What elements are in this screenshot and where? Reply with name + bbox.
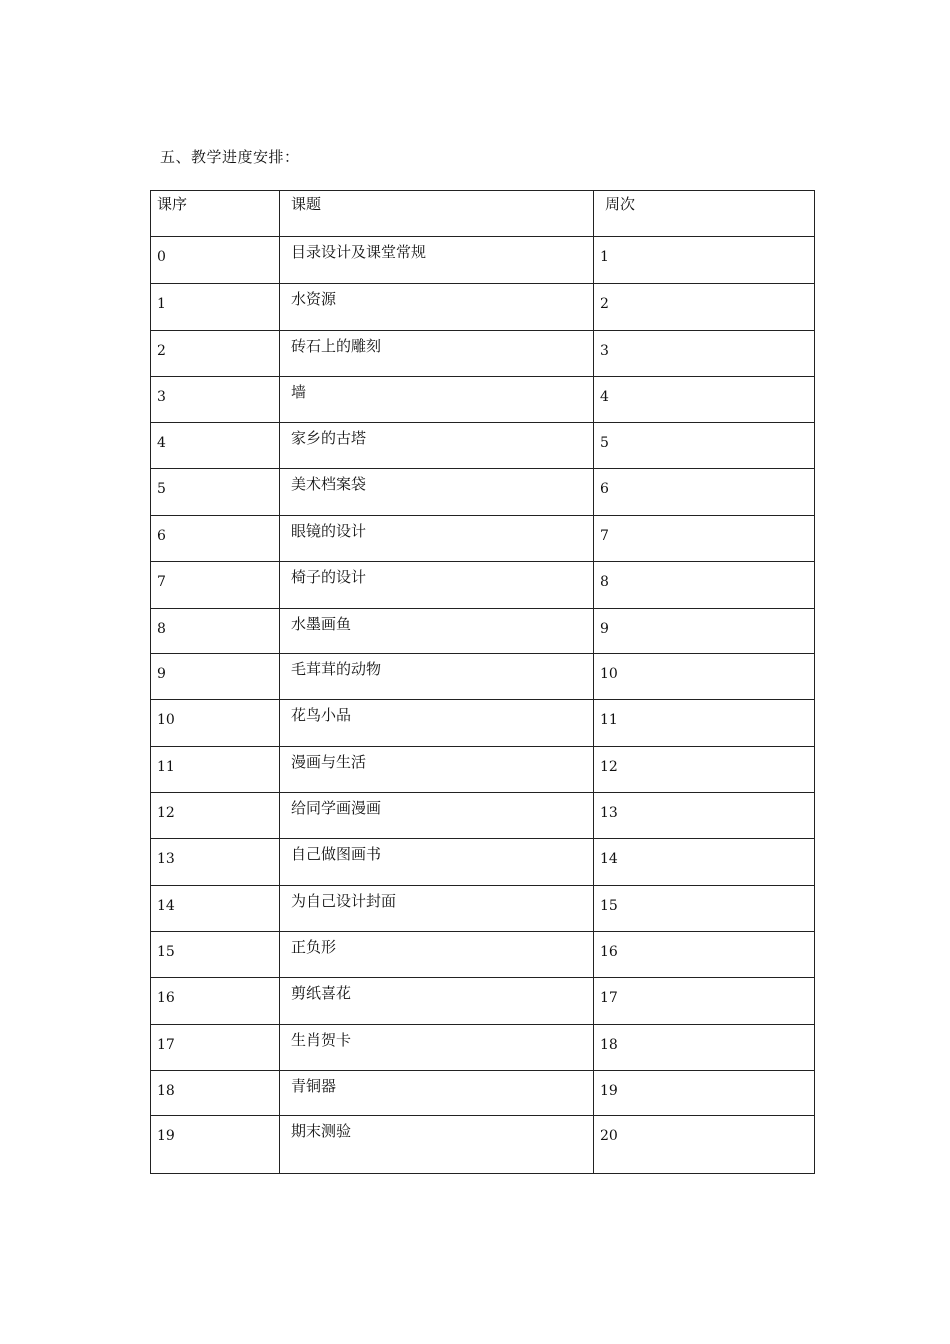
header-topic-label: 课题 bbox=[291, 195, 322, 213]
week-value: 2 bbox=[600, 296, 609, 312]
cell-week bbox=[594, 516, 815, 562]
week-value: 12 bbox=[600, 759, 618, 775]
cell-week bbox=[594, 886, 815, 932]
order-value: 12 bbox=[157, 805, 175, 821]
cell-week bbox=[594, 1071, 815, 1116]
week-value: 4 bbox=[600, 389, 609, 405]
topic-value: 水墨画鱼 bbox=[291, 615, 352, 633]
cell-topic bbox=[280, 609, 594, 654]
week-value: 16 bbox=[600, 944, 618, 960]
cell-order bbox=[151, 700, 280, 747]
order-value: 5 bbox=[157, 481, 166, 497]
table-row bbox=[151, 839, 815, 886]
topic-value: 正负形 bbox=[291, 938, 337, 956]
cell-order bbox=[151, 793, 280, 839]
table-row bbox=[151, 562, 815, 609]
order-value: 18 bbox=[157, 1083, 175, 1099]
cell-topic bbox=[280, 562, 594, 609]
table-row bbox=[151, 747, 815, 793]
topic-value: 毛茸茸的动物 bbox=[291, 660, 382, 678]
week-value: 10 bbox=[600, 666, 618, 682]
topic-value: 椅子的设计 bbox=[291, 568, 367, 586]
week-value: 11 bbox=[600, 712, 618, 728]
order-value: 4 bbox=[157, 435, 166, 451]
schedule-table-body bbox=[151, 191, 815, 1174]
topic-value: 家乡的古塔 bbox=[291, 429, 367, 447]
cell-week bbox=[594, 978, 815, 1025]
week-value: 13 bbox=[600, 805, 618, 821]
cell-week bbox=[594, 700, 815, 747]
cell-order bbox=[151, 237, 280, 284]
table-row bbox=[151, 1116, 815, 1174]
order-value: 1 bbox=[157, 296, 166, 312]
cell-week bbox=[594, 747, 815, 793]
week-value: 20 bbox=[600, 1128, 618, 1144]
topic-value: 水资源 bbox=[291, 290, 337, 308]
cell-topic bbox=[280, 793, 594, 839]
cell-week bbox=[594, 237, 815, 284]
cell-topic bbox=[280, 886, 594, 932]
cell-week bbox=[594, 654, 815, 700]
table-header-row bbox=[151, 191, 815, 237]
table-row bbox=[151, 284, 815, 331]
table-row bbox=[151, 609, 815, 654]
week-value: 18 bbox=[600, 1037, 618, 1053]
section-heading: 五、教学进度安排： bbox=[160, 148, 300, 166]
order-value: 17 bbox=[157, 1037, 175, 1053]
table-row bbox=[151, 237, 815, 284]
cell-order bbox=[151, 932, 280, 978]
topic-value: 眼镜的设计 bbox=[291, 522, 367, 540]
topic-value: 砖石上的雕刻 bbox=[291, 337, 382, 355]
cell-order bbox=[151, 516, 280, 562]
cell-week bbox=[594, 377, 815, 423]
order-value: 8 bbox=[157, 621, 166, 637]
order-value: 6 bbox=[157, 528, 166, 544]
order-value: 13 bbox=[157, 851, 175, 867]
cell-topic bbox=[280, 237, 594, 284]
table-row bbox=[151, 978, 815, 1025]
table-row bbox=[151, 423, 815, 469]
order-value: 3 bbox=[157, 389, 166, 405]
cell-topic bbox=[280, 978, 594, 1025]
table-row bbox=[151, 516, 815, 562]
table-row bbox=[151, 886, 815, 932]
cell-topic bbox=[280, 331, 594, 377]
topic-value: 为自己设计封面 bbox=[291, 892, 397, 910]
topic-value: 漫画与生活 bbox=[291, 753, 367, 771]
header-week-label: 周次 bbox=[605, 195, 636, 213]
cell-week bbox=[594, 331, 815, 377]
week-value: 15 bbox=[600, 898, 618, 914]
cell-order bbox=[151, 1025, 280, 1071]
cell-topic bbox=[280, 1025, 594, 1071]
topic-value: 墙 bbox=[291, 383, 307, 401]
cell-week bbox=[594, 469, 815, 516]
cell-topic bbox=[280, 284, 594, 331]
order-value: 2 bbox=[157, 343, 166, 359]
week-value: 8 bbox=[600, 574, 609, 590]
cell-order bbox=[151, 839, 280, 886]
order-value: 9 bbox=[157, 666, 166, 682]
cell-topic bbox=[280, 747, 594, 793]
cell-topic bbox=[280, 469, 594, 516]
teaching-schedule-table bbox=[150, 190, 815, 1174]
cell-week bbox=[594, 932, 815, 978]
cell-week bbox=[594, 284, 815, 331]
week-value: 6 bbox=[600, 481, 609, 497]
week-value: 17 bbox=[600, 990, 618, 1006]
order-value: 19 bbox=[157, 1128, 175, 1144]
topic-value: 目录设计及课堂常规 bbox=[291, 243, 427, 261]
cell-week bbox=[594, 423, 815, 469]
topic-value: 美术档案袋 bbox=[291, 475, 367, 493]
table-row bbox=[151, 469, 815, 516]
cell-week bbox=[594, 609, 815, 654]
cell-order bbox=[151, 284, 280, 331]
cell-topic bbox=[280, 1071, 594, 1116]
cell-topic bbox=[280, 423, 594, 469]
table-row bbox=[151, 793, 815, 839]
order-value: 10 bbox=[157, 712, 175, 728]
topic-value: 自己做图画书 bbox=[291, 845, 382, 863]
cell-week bbox=[594, 839, 815, 886]
header-cell-topic bbox=[280, 191, 594, 237]
order-value: 16 bbox=[157, 990, 175, 1006]
order-value: 14 bbox=[157, 898, 175, 914]
cell-order bbox=[151, 423, 280, 469]
week-value: 7 bbox=[600, 528, 609, 544]
week-value: 19 bbox=[600, 1083, 618, 1099]
cell-order bbox=[151, 978, 280, 1025]
order-value: 0 bbox=[157, 249, 166, 265]
week-value: 1 bbox=[600, 249, 609, 265]
topic-value: 生肖贺卡 bbox=[291, 1031, 352, 1049]
week-value: 14 bbox=[600, 851, 618, 867]
cell-order bbox=[151, 1116, 280, 1174]
table-row bbox=[151, 1025, 815, 1071]
header-order-label: 课序 bbox=[157, 195, 188, 213]
order-value: 11 bbox=[157, 759, 175, 775]
order-value: 7 bbox=[157, 574, 166, 590]
topic-value: 剪纸喜花 bbox=[291, 984, 352, 1002]
cell-week bbox=[594, 1025, 815, 1071]
cell-week bbox=[594, 1116, 815, 1174]
table-row bbox=[151, 654, 815, 700]
topic-value: 给同学画漫画 bbox=[291, 799, 382, 817]
cell-week bbox=[594, 562, 815, 609]
table-row bbox=[151, 932, 815, 978]
topic-value: 期末测验 bbox=[291, 1122, 352, 1140]
header-cell-order bbox=[151, 191, 280, 237]
table-row bbox=[151, 331, 815, 377]
week-value: 9 bbox=[600, 621, 609, 637]
topic-value: 花鸟小品 bbox=[291, 706, 352, 724]
cell-order bbox=[151, 1071, 280, 1116]
cell-topic bbox=[280, 700, 594, 747]
cell-topic bbox=[280, 839, 594, 886]
cell-topic bbox=[280, 932, 594, 978]
table-row bbox=[151, 1071, 815, 1116]
cell-order bbox=[151, 331, 280, 377]
cell-week bbox=[594, 793, 815, 839]
cell-topic bbox=[280, 377, 594, 423]
cell-order bbox=[151, 377, 280, 423]
cell-order bbox=[151, 609, 280, 654]
cell-order bbox=[151, 654, 280, 700]
week-value: 5 bbox=[600, 435, 609, 451]
cell-topic bbox=[280, 1116, 594, 1174]
week-value: 3 bbox=[600, 343, 609, 359]
cell-order bbox=[151, 747, 280, 793]
cell-order bbox=[151, 886, 280, 932]
order-value: 15 bbox=[157, 944, 175, 960]
cell-topic bbox=[280, 654, 594, 700]
cell-order bbox=[151, 562, 280, 609]
header-cell-week bbox=[594, 191, 815, 237]
table-row bbox=[151, 377, 815, 423]
topic-value: 青铜器 bbox=[291, 1077, 337, 1095]
table-row bbox=[151, 700, 815, 747]
cell-topic bbox=[280, 516, 594, 562]
cell-order bbox=[151, 469, 280, 516]
